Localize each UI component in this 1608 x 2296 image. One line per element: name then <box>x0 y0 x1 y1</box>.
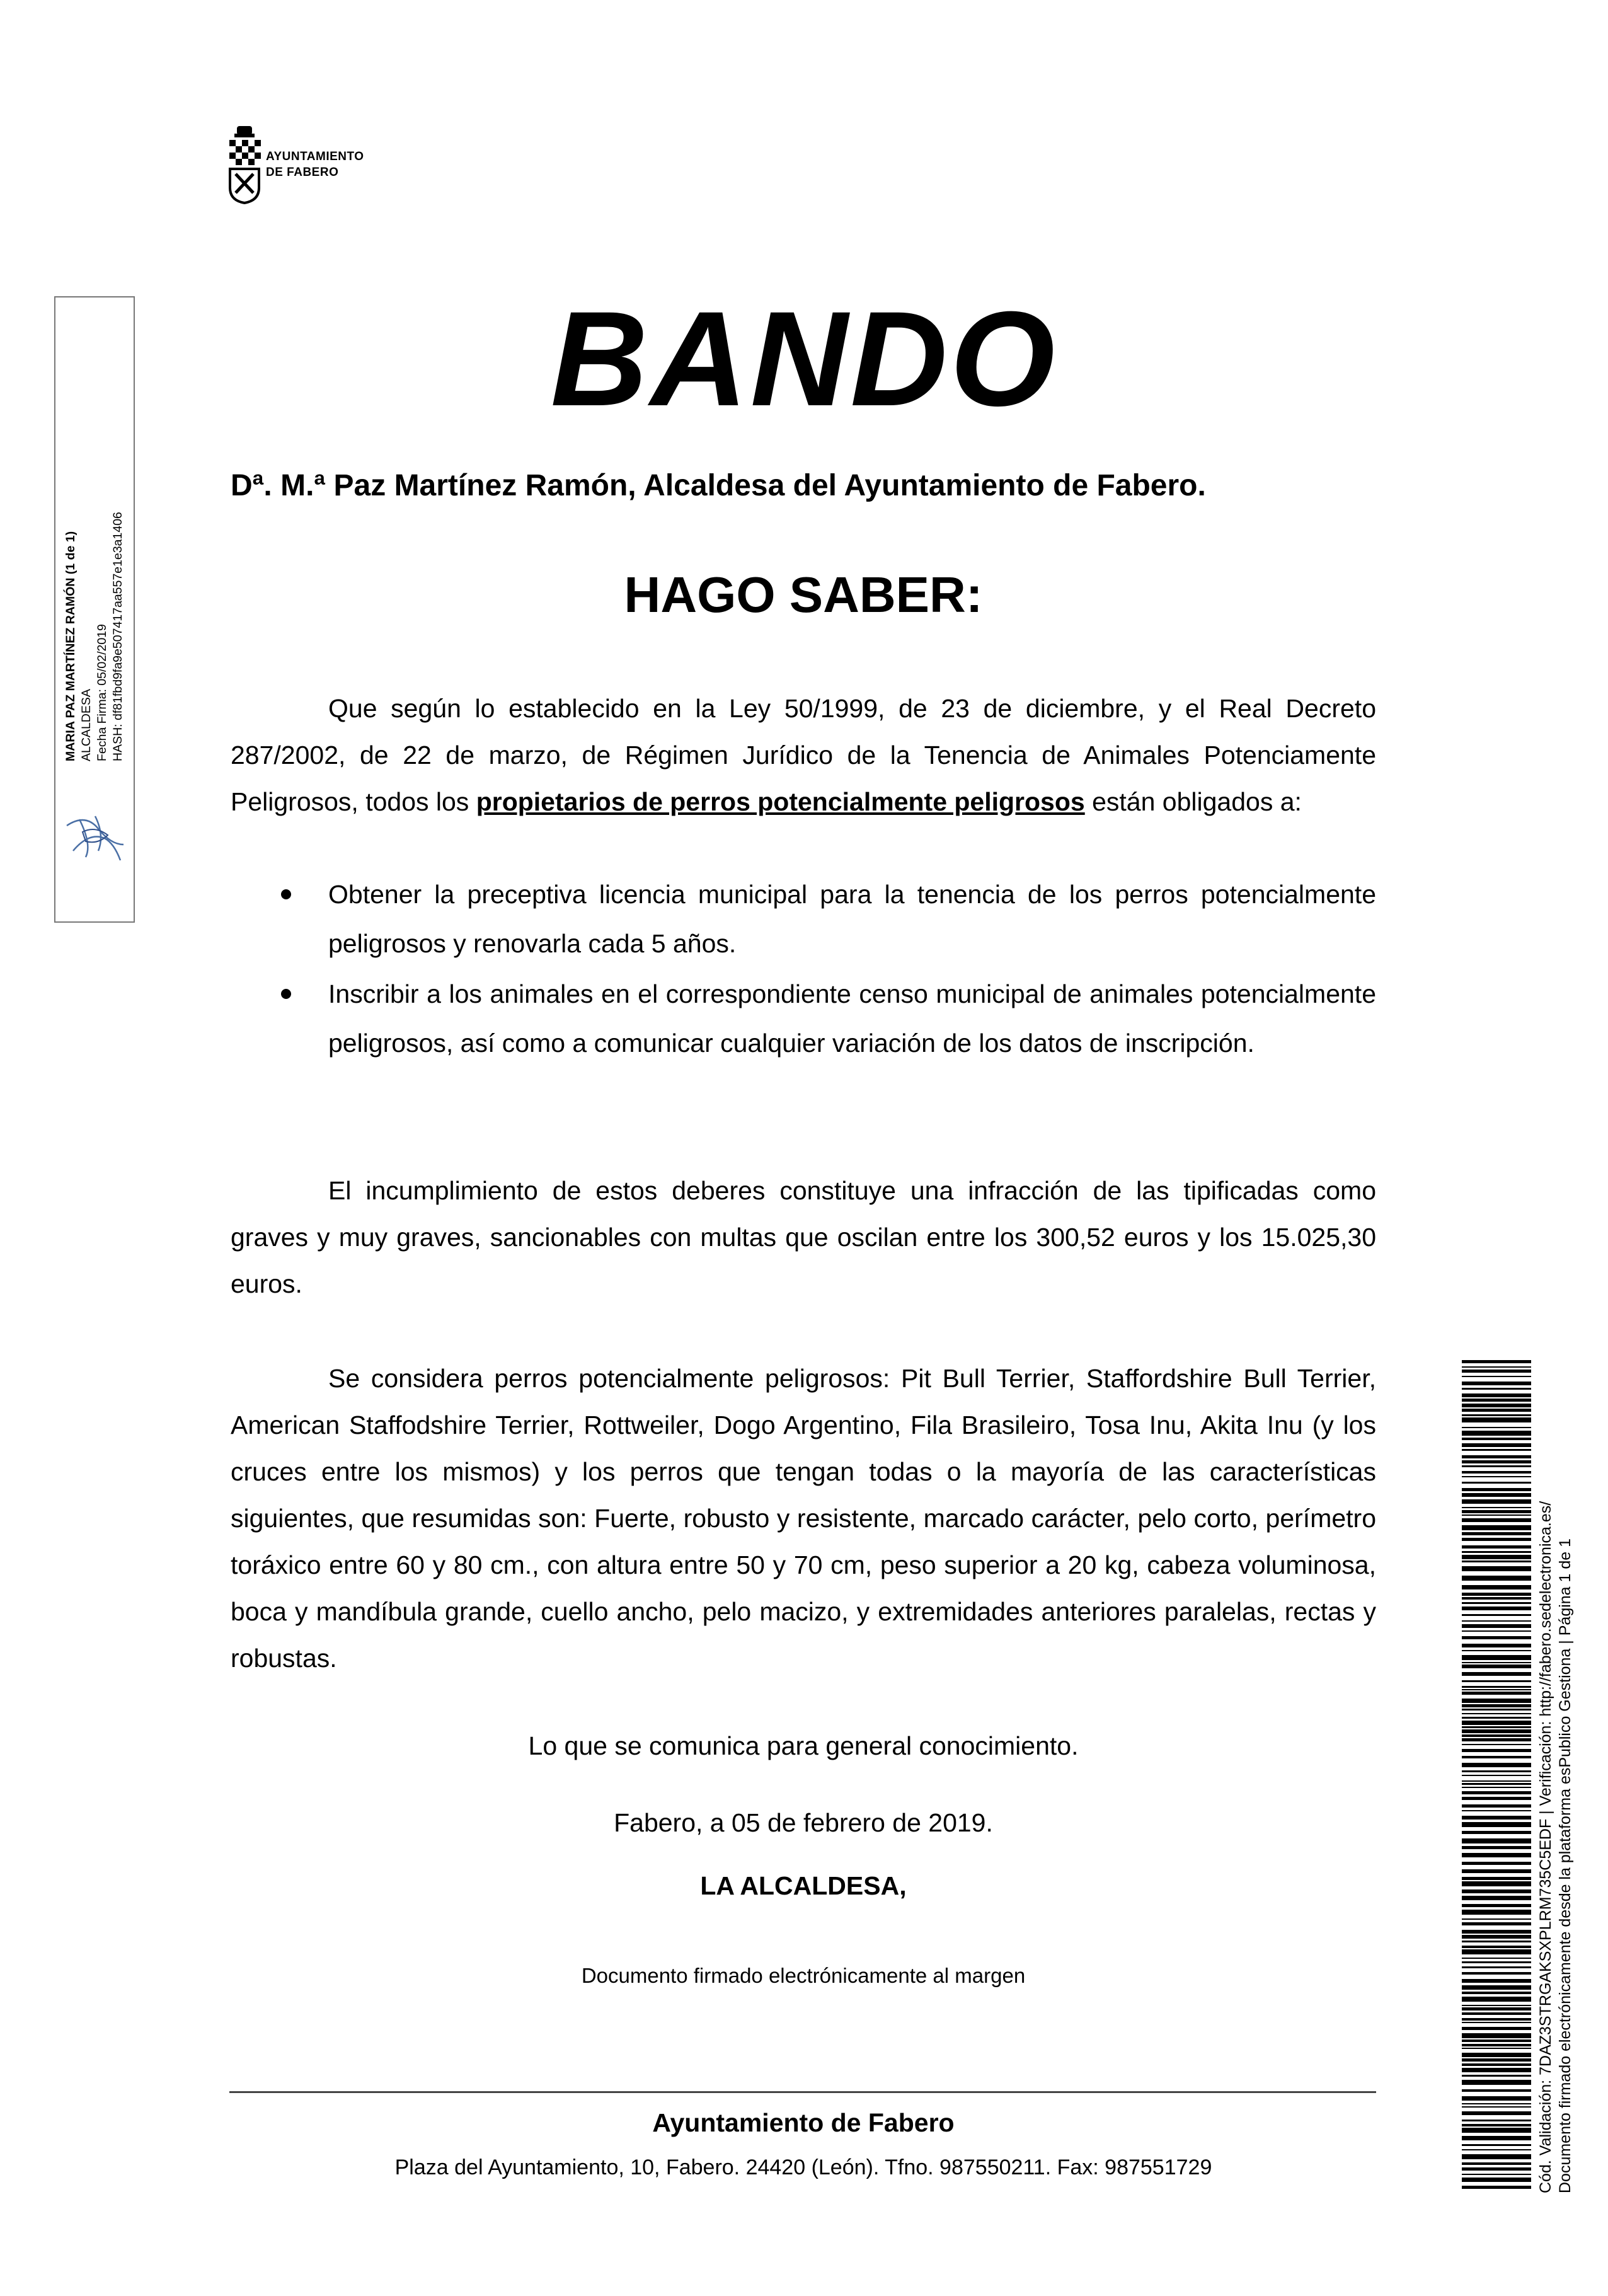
barcode-bar <box>1462 2128 1531 2133</box>
barcode-bar <box>1462 2007 1531 2010</box>
barcode-bar <box>1462 1881 1531 1886</box>
sanctions-paragraph: El incumplimiento de estos deberes constituye una infracción de las tipificadas como graves y muy graves, sancionables con multas que oscilan entre los 300,52 euros y los 15.025,30 euros. <box>231 1176 1376 1298</box>
barcode-bar <box>1462 1686 1531 1688</box>
footer-institution: Ayuntamiento de Fabero <box>652 2108 955 2137</box>
validation-code: Cód. Validación: 7DAZ3STRGAKSXPLRM735C5EDF | Verificación: http://fabero.sedelectronica.es/ <box>1537 1501 1554 2193</box>
document-title: BANDO <box>550 284 1058 434</box>
intro-text-after: están obligados a: <box>1084 787 1302 816</box>
breeds-paragraph: Se considera perros potencialmente peligrosos: Pit Bull Terrier, Staffordshire Bull Terrier, American Staffodshire Terrier, Rottweiler, Dogo Argentino, Fila Brasileiro, Tosa Inu, Akita Inu (y los cruces entre los mismos) y los perros que tengan todas o la mayoría de las características siguientes, que resumidas son: Fuerte, robusto y resistente, marcado carácter, pelo corto, perímetro toráxico entre 60 y 80 cm., con altura entre 50 y 70 cm, peso superior a 20 kg, cabeza voluminosa, boca y mandíbula grande, cuello ancho, pelo macizo, y extremidades anteriores paralelas, rectas y robustas. <box>231 1364 1376 1673</box>
barcode-bar <box>1462 1729 1531 1733</box>
barcode-bar <box>1462 1585 1531 1589</box>
barcode-bar <box>1462 1904 1531 1907</box>
barcode-bar <box>1462 1672 1531 1676</box>
barcode-bar <box>1462 2096 1531 2101</box>
barcode-bar <box>1462 1869 1531 1873</box>
barcode-bar <box>1462 1538 1531 1541</box>
barcode-bar <box>1462 2022 1531 2023</box>
barcode-bar <box>1462 1449 1531 1451</box>
barcode-bar <box>1462 2174 1531 2175</box>
barcode-bar <box>1462 2178 1531 2182</box>
bullet-icon <box>281 889 291 899</box>
barcode-bar <box>1462 2027 1531 2030</box>
barcode-bar <box>1462 1427 1531 1428</box>
barcode-bar <box>1462 1979 1531 1983</box>
validation-text <box>1536 1374 1575 2193</box>
barcode-bar <box>1462 1393 1531 1397</box>
validation-platform: Documento firmado electrónicamente desde la plataforma esPublico Gestiona | Página 1 de 1 <box>1556 1538 1574 2193</box>
barcode-bar <box>1462 1593 1531 1596</box>
barcode-bar <box>1462 1455 1531 1458</box>
barcode-bar <box>1462 1744 1531 1745</box>
logo-text <box>266 149 364 180</box>
barcode-bar <box>1462 1734 1531 1737</box>
barcode-bar <box>1462 1404 1531 1407</box>
barcode-bar <box>1462 1576 1531 1581</box>
barcode-bar <box>1462 1966 1531 1968</box>
barcode-bar <box>1462 2053 1531 2057</box>
barcode-bar <box>1462 1689 1531 1690</box>
barcode-bar <box>1462 1838 1531 1843</box>
barcode-bar <box>1462 1662 1531 1663</box>
obligations-list <box>231 870 1376 1069</box>
barcode-bar <box>1462 1514 1531 1516</box>
barcode-bar <box>1462 1713 1531 1714</box>
signature-details <box>63 421 126 761</box>
issuer-line: Dª. M.ª Paz Martínez Ramón, Alcaldesa del Ayuntamiento de Fabero. <box>231 469 1206 502</box>
barcode-bar <box>1462 1717 1531 1719</box>
barcode-bar <box>1462 1992 1531 1994</box>
place-date: Fabero, a 05 de febrero de 2019. <box>614 1808 993 1837</box>
electronic-signature-note: Documento firmado electrónicamente al margen <box>581 1964 1026 1987</box>
barcode-bar <box>1462 1704 1531 1707</box>
barcode-bar <box>1462 2111 1531 2115</box>
barcode-bar <box>1462 1370 1531 1373</box>
barcode-bar <box>1462 1877 1531 1880</box>
barcode-bar <box>1462 1630 1531 1632</box>
barcode-bar <box>1462 2048 1531 2049</box>
logo-line-2: DE FABERO <box>266 166 339 179</box>
barcode-bar <box>1462 1692 1531 1695</box>
barcode-bar <box>1462 1438 1531 1440</box>
barcode-bar <box>1462 1949 1531 1954</box>
barcode-bar <box>1462 1614 1531 1616</box>
barcode-bar <box>1462 2005 1531 2006</box>
barcode-bar <box>1462 1896 1531 1900</box>
barcode-bar <box>1462 1922 1531 1925</box>
barcode-bar <box>1462 1366 1531 1368</box>
barcode-bar <box>1462 1482 1531 1484</box>
barcode-bar <box>1462 1465 1531 1467</box>
barcode-bar <box>1462 1551 1531 1553</box>
barcode-bar <box>1462 1388 1531 1390</box>
barcode-bar <box>1462 1756 1531 1758</box>
barcode-bar <box>1462 2044 1531 2046</box>
signer-name: MARIA PAZ MARTÍNEZ RAMÓN (1 de 1) <box>64 531 78 761</box>
barcode-bar <box>1462 1935 1531 1939</box>
barcode-bar <box>1462 2106 1531 2108</box>
barcode-bar <box>1462 1431 1531 1436</box>
barcode-bar <box>1462 1721 1531 1725</box>
barcode-bar <box>1462 1797 1531 1800</box>
barcode-bar <box>1462 2120 1531 2121</box>
barcode-bar <box>1462 1532 1531 1535</box>
barcode-bar <box>1462 1636 1531 1639</box>
barcode-bar <box>1462 1476 1531 1477</box>
barcode-bar <box>1462 1409 1531 1412</box>
barcode-bar <box>1462 1399 1531 1402</box>
barcode-bar <box>1462 1488 1531 1491</box>
barcode-bar <box>1462 1525 1531 1530</box>
barcode-bar <box>1462 1810 1531 1811</box>
barcode-bar <box>1462 1624 1531 1628</box>
barcode-bar <box>1462 1831 1531 1834</box>
signer-title: LA ALCALDESA, <box>700 1871 907 1900</box>
barcode-bar <box>1462 2063 1531 2066</box>
barcode-bar <box>1462 1382 1531 1385</box>
barcode-bar <box>1462 1655 1531 1660</box>
logo-line-1: AYUNTAMIENTO <box>266 150 364 163</box>
signature-scribble-icon <box>60 800 130 870</box>
barcode-bar <box>1462 1726 1531 1728</box>
obligation-text: Obtener la preceptiva licencia municipal para la tenencia de los perros potencialmente peligrosos y renovarla cada 5 años. <box>328 880 1376 958</box>
intro-paragraph <box>231 685 1376 825</box>
barcode-bar <box>1462 1930 1531 1934</box>
barcode-bar <box>1462 2154 1531 2159</box>
barcode-bar <box>1462 2080 1531 2085</box>
barcode-bar <box>1462 1783 1531 1785</box>
barcode-bar <box>1462 2144 1531 2146</box>
barcode-bar <box>1462 1910 1531 1915</box>
intro-text-before: Que según lo establecido en la Ley 50/1999, de 23 de diciembre, y el Real Decreto 287/2002, de 22 de marzo, de Régimen Jurídico de la Tenencia de Animales Potenciamente Peligrosos, todos los <box>231 694 1376 816</box>
barcode-bar <box>1462 1555 1531 1559</box>
intro-underlined-text: propietarios de perros potencialmente peligrosos <box>476 787 1085 816</box>
barcode-bar <box>1462 1770 1531 1772</box>
barcode-bar <box>1462 2058 1531 2062</box>
barcode-bar <box>1462 1816 1531 1820</box>
coat-of-arms-icon <box>228 125 261 204</box>
barcode-bar <box>1462 1620 1531 1622</box>
barcode-bar <box>1462 1602 1531 1604</box>
barcode-bar <box>1462 1997 1531 2002</box>
barcode-bar <box>1462 2068 1531 2072</box>
bullet-icon <box>281 989 291 999</box>
barcode-bar <box>1462 1946 1531 1948</box>
obligation-text: Inscribir a los animales en el correspondiente censo municipal de animales potencialmente peligrosos, así como a comunicar cualquier variación de los datos de inscripción. <box>328 979 1376 1058</box>
barcode-bar <box>1462 2136 1531 2140</box>
barcode-bar <box>1462 1650 1531 1651</box>
municipal-logo <box>228 125 386 205</box>
signer-role: ALCALDESA <box>79 689 93 761</box>
barcode-bar <box>1462 2103 1531 2104</box>
barcode-bar <box>1462 1443 1531 1447</box>
barcode-bar <box>1462 1680 1531 1682</box>
barcode-bar <box>1462 1985 1531 1990</box>
barcode-bar <box>1462 2012 1531 2015</box>
barcode-bar <box>1462 2033 1531 2038</box>
barcode-bar <box>1462 1853 1531 1857</box>
barcode-bar <box>1462 1958 1531 1959</box>
barcode-bar <box>1462 2018 1531 2021</box>
barcode-bar <box>1462 1787 1531 1788</box>
barcode-bar <box>1462 1417 1531 1422</box>
barcode-bar <box>1462 2124 1531 2126</box>
signature-hash: HASH: df81fbd9fa9e507417aa557e1e3a1406 <box>111 512 125 761</box>
barcode-bar <box>1462 2167 1531 2171</box>
barcode-bar <box>1462 1545 1531 1549</box>
barcode-bar <box>1462 1518 1531 1522</box>
barcode-icon <box>1462 1360 1531 2191</box>
signature-date: Fecha Firma: 05/02/2019 <box>95 624 109 761</box>
barcode-bar <box>1462 1709 1531 1710</box>
barcode-bar <box>1462 1699 1531 1703</box>
barcode-bar <box>1462 1493 1531 1497</box>
barcode-bar <box>1462 1791 1531 1794</box>
barcode-bar <box>1462 1510 1531 1513</box>
barcode-bar <box>1462 2186 1531 2189</box>
footer-address: Plaza del Ayuntamiento, 10, Fabero. 24420 (León). Tfno. 987550211. Fax: 987551729 <box>394 2155 1212 2179</box>
barcode-bar <box>1462 1597 1531 1600</box>
footer-divider <box>229 2091 1376 2093</box>
barcode-bar <box>1462 1822 1531 1827</box>
barcode-bar <box>1462 1414 1531 1416</box>
barcode-bar <box>1462 2075 1531 2077</box>
barcode-bar <box>1462 1749 1531 1752</box>
barcode-bar <box>1462 1889 1531 1893</box>
barcode-bar <box>1462 1738 1531 1741</box>
barcode-bar <box>1462 1862 1531 1865</box>
barcode-bar <box>1462 2149 1531 2150</box>
barcode-bar <box>1462 1664 1531 1668</box>
barcode-bar <box>1462 2089 1531 2092</box>
barcode-bar <box>1462 1780 1531 1782</box>
barcode-bar <box>1462 1972 1531 1975</box>
barcode-bar <box>1462 1499 1531 1504</box>
barcode-bar <box>1462 1460 1531 1463</box>
barcode-bar <box>1462 1360 1531 1363</box>
barcode-bar <box>1462 1941 1531 1942</box>
barcode-bar <box>1462 1775 1531 1776</box>
barcode-bar <box>1462 1961 1531 1963</box>
barcode-bar <box>1462 1607 1531 1610</box>
list-item <box>231 969 1376 1068</box>
list-item <box>231 870 1376 968</box>
closing-line: Lo que se comunica para general conocimiento. <box>528 1731 1079 1760</box>
barcode-bar <box>1462 1566 1531 1571</box>
barcode-bar <box>1462 1918 1531 1920</box>
barcode-bar <box>1462 1804 1531 1808</box>
barcode-bar <box>1462 1763 1531 1767</box>
barcode-bar <box>1462 1376 1531 1377</box>
proclamation-heading: HAGO SABER: <box>624 567 983 623</box>
barcode-bar <box>1462 1560 1531 1562</box>
barcode-bar <box>1462 1507 1531 1508</box>
barcode-bar <box>1462 1471 1531 1474</box>
barcode-bar <box>1462 1846 1531 1849</box>
barcode-bar <box>1462 1644 1531 1647</box>
barcode-bar <box>1462 2162 1531 2165</box>
barcode-bar <box>1462 2039 1531 2042</box>
